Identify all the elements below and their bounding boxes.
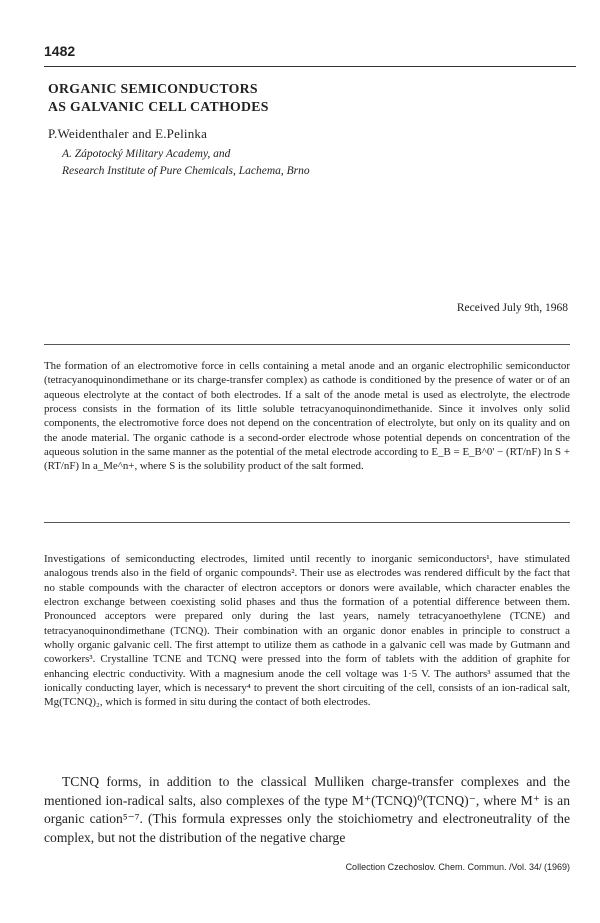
page-number: 1482 bbox=[44, 43, 76, 59]
received-date: Received July 9th, 1968 bbox=[456, 302, 568, 314]
abstract-rule-top bbox=[44, 344, 570, 345]
footer-citation: Collection Czechoslov. Chem. Commun. /Vol. 34/ (1969) bbox=[345, 862, 570, 872]
title-line-1: ORGANIC SEMICONDUCTORS bbox=[48, 81, 258, 96]
affiliation bbox=[62, 146, 562, 180]
body-paragraph: TCNQ forms, in addition to the classical Mulliken charge-transfer complexes and the mentioned ion-radical salts, also complexes of the type M⁺(TCNQ)⁰(TCNQ)⁻, where M⁺ is an organic cation⁵⁻⁷. (This formula expresses only the stoichiometry and electroneutrality of the complex, but not the distribution of the negative charge bbox=[44, 774, 570, 845]
intro-paragraph: Investigations of semiconducting electrodes, limited until recently to inorganic semiconductors¹, have stimulated analogous trends also in the field of organic compounds². Their use as electrodes was rendered difficult by the fact that no stable compounds with the character of electron acceptors or donors were available, which character enables the electron exchange between coexisting solid phases and thus the formation of a potential difference between them. Pronounced acceptors were prepared only during the last years, namely tetracyanoethylene (TCNE) and tetracyanoquinondimethane (TCNQ). Their combination with an organic donor enables in principle to construct a wholly organic galvanic cell. The first attempt to utilize them as cathode in a galvanic cell was made by Gutmann and coworkers³. Crystalline TCNE and TCNQ were pressed into the form of tablets with the addition of graphite for enhancing electric conductivity. With a magnesium anode the cell voltage was 1·5 V. The authors³ assumed that the ionically conducting layer, which is necessary⁴ to prevent the short circuiting of the cell, consists of an ion-radical salt, Mg(TCNQ)₂, which is formed in situ during the contact of both electrodes. bbox=[44, 553, 570, 709]
abstract-rule-bottom bbox=[44, 522, 570, 523]
article-title bbox=[48, 80, 548, 116]
abstract: The formation of an electromotive force in cells containing a metal anode and an organic electrophilic semiconductor (tetracyanoquinondimethane or its charge-transfer complex) as cathode is conditioned by the presence of water or of an aqueous electrolyte at the contact of both electrodes. If a salt of the anode metal is used as electrolyte, the electrode process consists in the formation of its little soluble tetracyanoquinondimethanide. Since it involves only solid components, the electromotive force does not depend on the concentration of electrolyte, but only on its quality and on the anode material. The organic cathode is a second-order electrode whose potential depends on concentration of the aqueous solution in the same manner as the potential of the metal electrode according to E_B = E_B^0' − (RT/nF) ln S + (RT/nF) ln a_Me^n+, where S is the solubility product of the salt formed. bbox=[44, 360, 570, 473]
affiliation-line-2: Research Institute of Pure Chemicals, Lachema, Brno bbox=[62, 165, 310, 177]
title-line-2: AS GALVANIC CELL CATHODES bbox=[48, 99, 269, 114]
header-rule bbox=[44, 66, 576, 67]
affiliation-line-1: A. Zápotocký Military Academy, and bbox=[62, 148, 231, 160]
authors: P.Weidenthaler and E.Pelinka bbox=[48, 126, 208, 141]
